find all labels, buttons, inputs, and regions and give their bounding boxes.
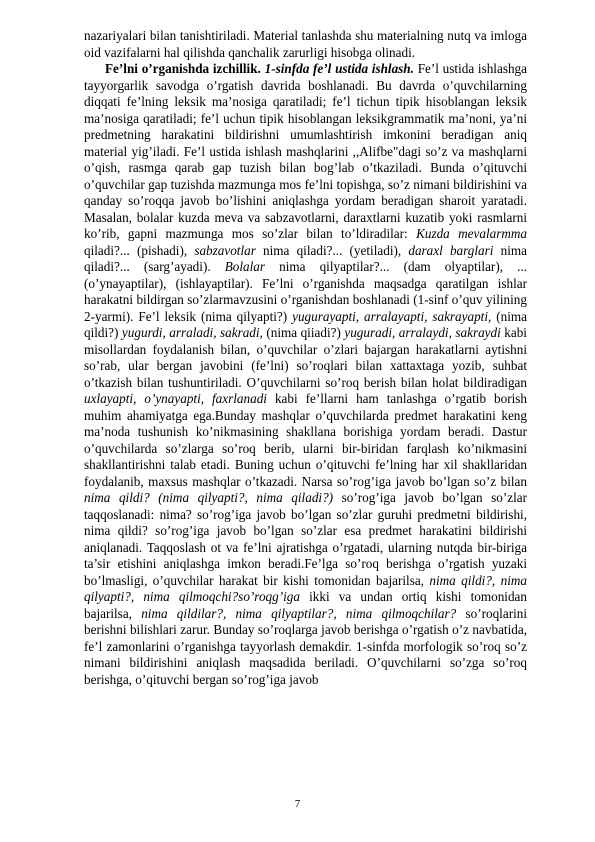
text-run: ikki va undan ortiq kishi tomonidan bajarilsa, bbox=[84, 589, 527, 621]
text-run: nima qilyaptilar?... (dam olyaptilar), ...(o’ynayaptilar), (ishlayaptilar). Fe’lni o’rganishda maqsadga qaratilgan ishlar harakatni bildirgan so’zlarmavzusini o’rganishdan boshlanadi (1-sinf o’quv yilining 2-yarmi). Fe’l leksik (nima qilyapti?) bbox=[84, 259, 527, 324]
text-run: yugurayapti, arralayapti, sakrayapti, bbox=[292, 308, 492, 324]
text-run: yuguradi, arralaydi, sakraydi bbox=[344, 325, 501, 340]
text-run: nima qildi?, nima qilyapti?, nima qilmoqchi?so’roqg’iga bbox=[84, 572, 527, 604]
text-run: nima qildi? (nima qilyapti?, nima qiladi?) bbox=[84, 490, 334, 505]
text-run: Fe’l ustida ishlashga tayyorgarlik savodga o’rgatish davrida boshlanadi. Bu davrda o’quvchilarning diqqati fe’lning leksik ma’nosiga qaratiladi; fe’l tichun tipik hisoblangan leksik ma’nosiga qaratiladi; fe’l uchun tipik hisoblangan leksikgrammatik ma’noni, ya’ni predmetning harakatini bildirishni umumlashtirish imkonini beradigan aniq material yig’iladi. Fe’l ustida ishlash mashqlarini ,,Alifbe"dagi so’z va mashqlarni o’qish, rasmga qarab gap tuzish bilan bog’lab o’tkaziladi. Bunda o’qituvchi o’quvchilar gap tuzishda mazmunga mos fe’lni topishga, so’z nimani bildirishini va qanday so’roqqa javob bo’lishini aniqlashga yordam beradigan sharoit yaratadi. Masalan, bolalar kuzda meva va sabzavotlarni, daraxtlarni kuzatib yoki rasmlarni ko’rib, gapni mazmunga mos so’zlar bilan to’ldiradilar: bbox=[84, 61, 527, 241]
page-number: 7 bbox=[294, 798, 301, 810]
text-run: nima qiladi?... (sarg’ayadi). bbox=[84, 242, 527, 274]
text-run: so’roqlarini berishni bilishlari zarur. Bunday so’roqlarga javob berishga o’rgatish o’z navbatida, fe’l zamonlarini o’rganishga tayyorlash demakdir. 1-sinfda morfologik so’roq so’z nimani bildirishini aniqlash maqsadida beriladi. O’quvchilarni so’zga so’roq berishga, o’qituvchi bergan so’rog’iga javob bbox=[84, 605, 528, 687]
text-run: nazariyalari bilan tanishtiriladi. Material tanlashda shu materialning nutq va imloga oid vazifalarni hal qilishda qanchalik zarurligi hisobga olinadi. bbox=[84, 28, 527, 60]
text-run: 1-sinfda fe’l ustida ishlash. bbox=[264, 61, 414, 76]
text-run: so’rog’iga javob bo’lgan so’zlar taqqoslanadi: nima? so’rog’iga javob bo’lgan so’zlar guruhi predmetni bildirishi, nima qildi? so’rog’iga javob bo’lgan so’zlar esa predmet harakatini bildirishi aniqlanadi. Taqqoslash ot va fe’lni ajratishga o’rgatadi, ularning nutqda bir-biriga ta’sir etishini aniqlashga imkon beradi.Fe’lga so’roq berishga o’rgatish yuzaki bo’lmasligi, o’quvchilar harakat bir kishi tomonidan bajarilsa, bbox=[84, 490, 527, 588]
text-run: Fe’lni o’rganishda izchillik. bbox=[105, 61, 265, 76]
text-run: (nima qildi?) bbox=[84, 308, 527, 340]
text-run: Kuzda mevalarmma bbox=[416, 226, 527, 241]
text-run: daraxl barglari bbox=[408, 242, 494, 258]
text-run: uxlayapti, o’ynayapti, faxrlanadi bbox=[84, 391, 267, 406]
text-run: nima qildilar?, nima qilyaptilar?, nima qilmoqchilar? bbox=[141, 605, 457, 621]
text-run: nima qiladi?... (yetiladi), bbox=[255, 242, 409, 258]
document-body bbox=[84, 28, 527, 688]
text-run: (nima qiiadi?) bbox=[262, 325, 345, 340]
text-run: sabzavotlar bbox=[194, 242, 256, 258]
text-run: qiladi?... (pishadi), bbox=[84, 242, 195, 258]
text-run: kabi misollardan foydalanish bilan, o’quvchilar o’zlari bajargan harakatlarni aytishni so’rab, ular bergan javobini (fe’lni) so’roqlari bilan xattaxtaga yozib, suhbat o’tkazish bilan tushuntiriladi. O’quvchilarni so’roq berish bilan holat bildiradigan bbox=[84, 325, 527, 390]
paragraph bbox=[84, 61, 527, 688]
paragraph bbox=[84, 28, 527, 61]
text-run: yugurdi, arraladi, sakradi, bbox=[121, 325, 263, 340]
text-run: kabi fe’llarni ham tanlashga o’rgatib borish muhim ahamiyatga ega.Bunday mashqlar o’quvchilarda predmet harakatini keng ma’noda tushunish ko’nikmasining shakllana borishiga yordam beradi. Dastur o’quvchilarda so’zlarga so’roq berib, ularni bir-biridan farqlash ko’nikmasini shakllantirishni talab etadi. Buning uchun o’qituvchi fe’lning har xil shakllaridan foydalanib, maxsus mashqlar o’tkazadi. Narsa so’rog’iga javob bo’lgan so’z bilan bbox=[84, 391, 527, 489]
text-run: Bolalar bbox=[224, 259, 266, 274]
